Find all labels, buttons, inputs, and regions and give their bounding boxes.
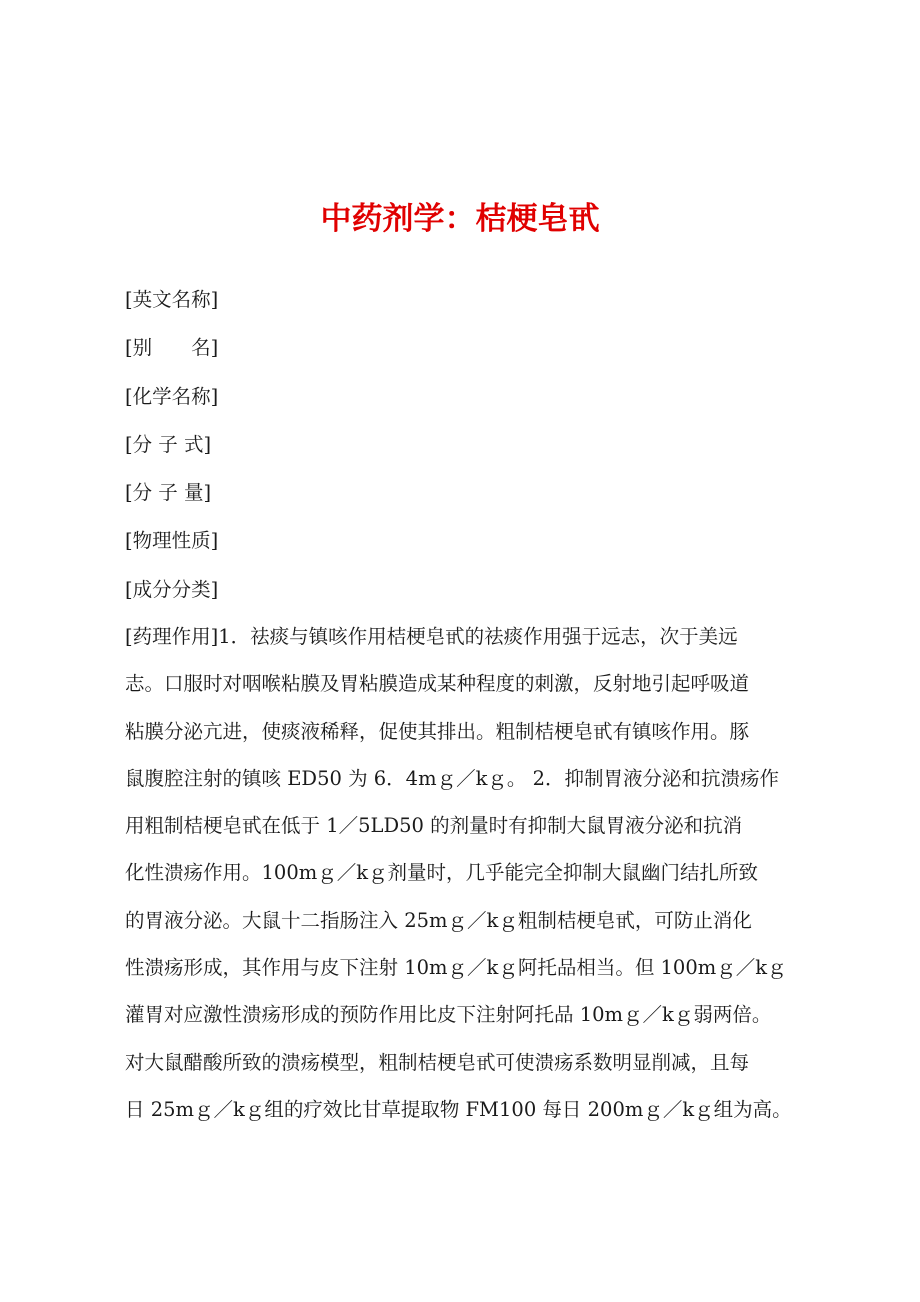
- field-alias: [别 名]: [125, 336, 219, 360]
- paragraph-line: 对大鼠醋酸所致的溃疡模型，粗制桔梗皂甙可使溃疡系数明显削减，且每: [125, 1050, 750, 1074]
- field-list: [125, 276, 835, 614]
- field-molecular-formula: [分 子 式]: [125, 432, 212, 456]
- paragraph-line: 粘膜分泌亢进，使痰液稀释，促使其排出。粗制桔梗皂甙有镇咳作用。豚: [125, 719, 750, 743]
- field-molecular-weight: [分 子 量]: [125, 481, 212, 505]
- paragraph-line: 的胃液分泌。大鼠十二指肠注入 25mｇ／kｇ粗制桔梗皂甙，可防止消化: [125, 908, 752, 932]
- paragraph-line: 鼠腹腔注射的镇咳 ED50 为 6．4mｇ／kｇ。 2．抑制胃液分泌和抗溃疡作: [125, 766, 780, 790]
- paragraph-line: 灌胃对应激性溃疡形成的预防作用比皮下注射阿托品 10mｇ／kｇ弱两倍。: [125, 1003, 772, 1027]
- field-component-class: [成分分类]: [125, 577, 219, 601]
- field-english-name: [英文名称]: [125, 288, 219, 311]
- paragraph-line: [药理作用]1．祛痰与镇咳作用桔梗皂甙的祛痰作用强于远志，次于美远: [125, 625, 738, 648]
- pharmacology-paragraph: [125, 613, 825, 1133]
- paragraph-line: 志。口服时对咽喉粘膜及胃粘膜造成某种程度的刺激，反射地引起呼吸道: [125, 672, 750, 696]
- paragraph-line: 用粗制桔梗皂甙在低于 1／5LD50 的剂量时有抑制大鼠胃液分泌和抗消: [125, 814, 743, 838]
- paragraph-line: 日 25mｇ／kｇ组的疗效比甘草提取物 FM100 每日 200mｇ／kｇ组为高。: [125, 1097, 792, 1121]
- field-chemical-name: [化学名称]: [125, 384, 219, 408]
- field-physical-properties: [物理性质]: [125, 529, 219, 553]
- paragraph-line: 性溃疡形成，其作用与皮下注射 10mｇ／kｇ阿托品相当。但 100mｇ／kｇ: [125, 956, 787, 980]
- paragraph-line: 化性溃疡作用。100mｇ／kｇ剂量时，几乎能完全抑制大鼠幽门结扎所致: [125, 861, 759, 885]
- document-title: 中药剂学：桔梗皂甙: [320, 201, 600, 237]
